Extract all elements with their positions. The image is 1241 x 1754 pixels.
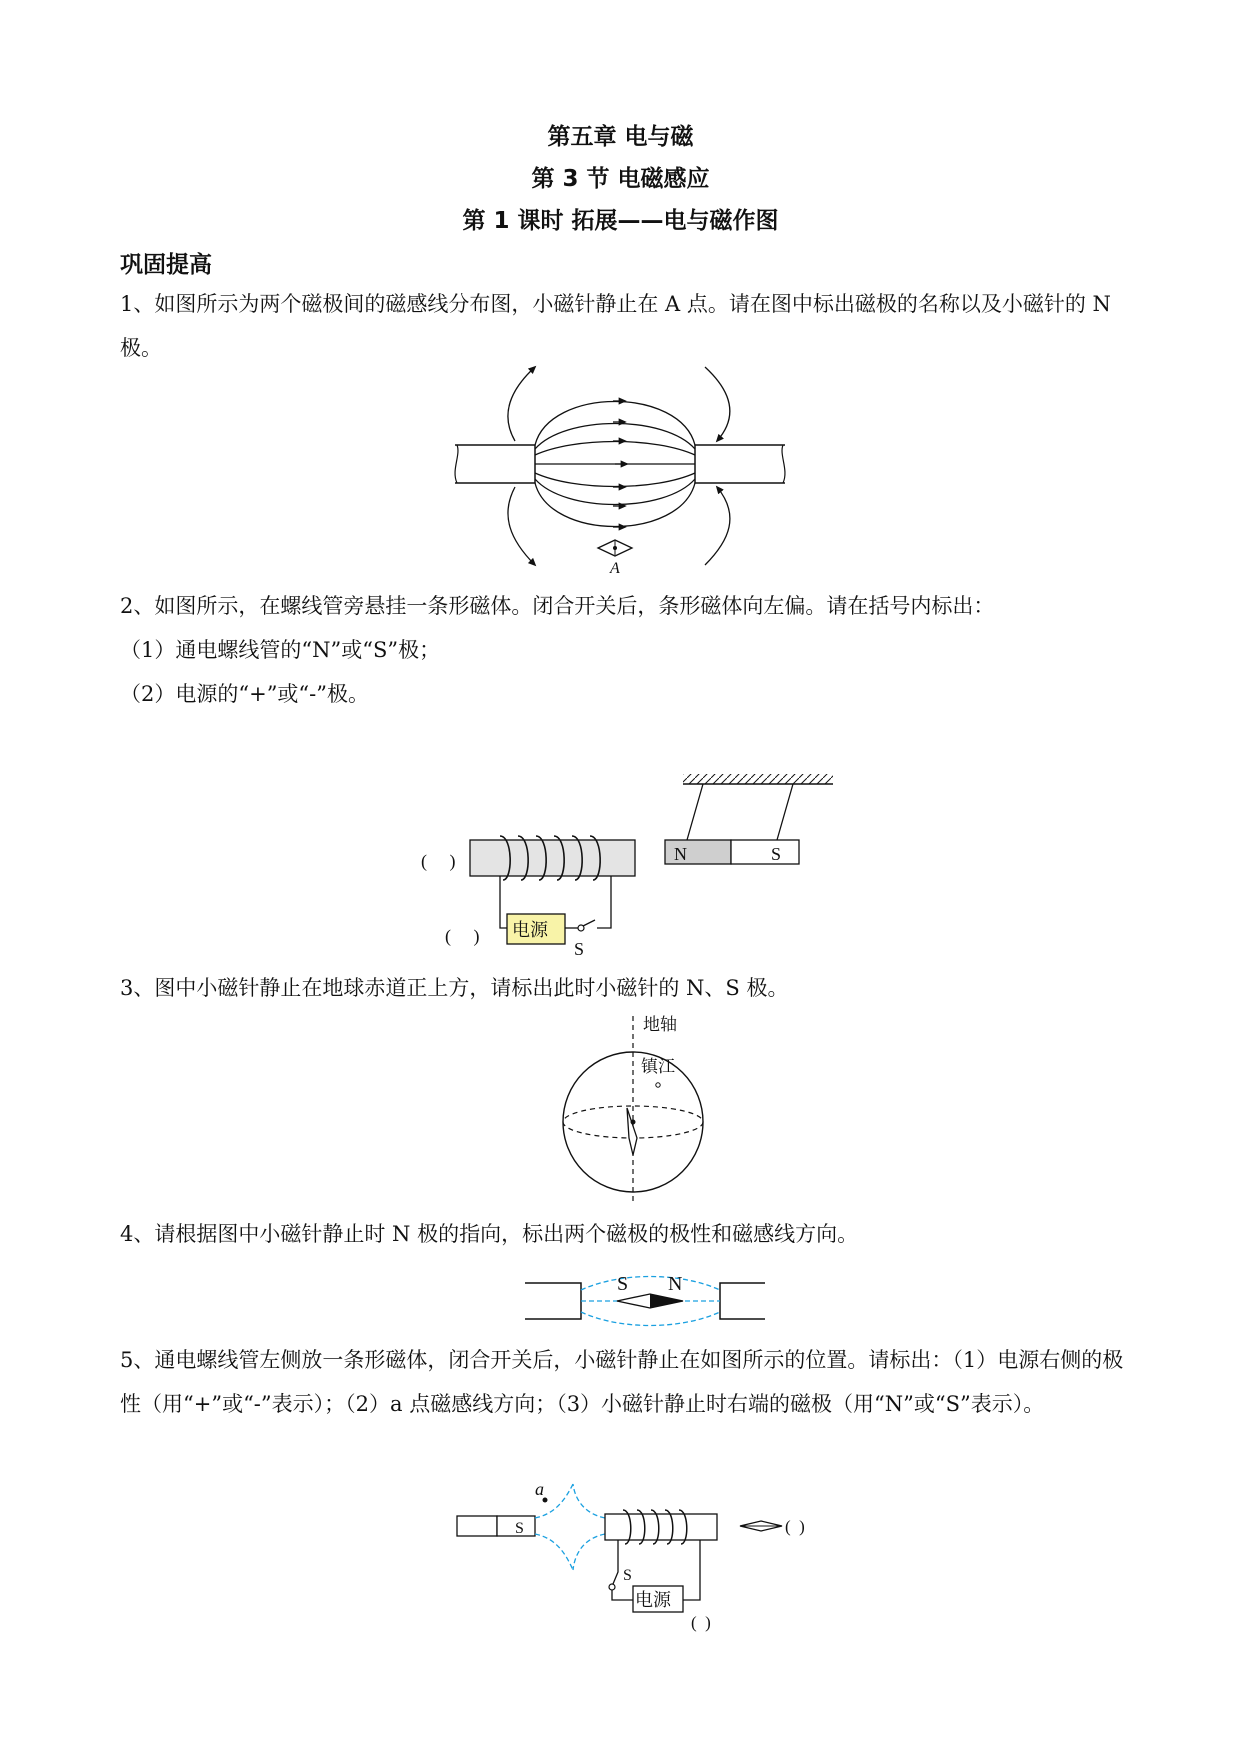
figure-2-solenoid: [415, 770, 835, 960]
needle-n-label: N: [668, 1273, 683, 1295]
question-2: [120, 584, 1130, 716]
needle-s-label: S: [617, 1273, 629, 1295]
question-1-text: 1、如图所示为两个磁极间的磁感线分布图，小磁针静止在 A 点。请在图中标出磁极的名称以及小磁针的 N 极。: [120, 292, 1111, 360]
figure-4-poles: [525, 1268, 765, 1330]
point-a-label: a: [535, 1479, 544, 1499]
magnet-n-label: N: [674, 844, 687, 864]
city-label: 镇江: [641, 1057, 675, 1076]
bar-magnet-s-label: S: [515, 1520, 524, 1537]
blank-source-pole: ( ): [445, 926, 480, 946]
question-5-text: 5、通电螺线管左侧放一条形磁体，闭合开关后，小磁针静止在如图所示的位置。请标出：（1）电源右侧的极性（用“+”或“-”表示）；（2）a 点磁感线方向；（3）小磁针静止时右端的磁极（用“N”或“S”表示）。: [120, 1348, 1124, 1416]
question-2-sub-2: （2）电源的“+”或“-”极。: [120, 682, 369, 706]
switch-s-label: S: [623, 1567, 632, 1584]
figure-3-earth: [555, 1010, 745, 1205]
figure-5-solenoid: [455, 1480, 845, 1630]
question-4: [120, 1212, 1130, 1256]
power-source-label-5: 电源: [635, 1590, 671, 1610]
question-3: [120, 966, 1130, 1010]
blank-solenoid-pole: ( ): [421, 851, 456, 871]
switch-label: S: [574, 939, 585, 959]
lesson-title: 第 1 课时 拓展——电与磁作图: [462, 208, 779, 234]
label-a-point: A: [610, 560, 620, 577]
blank-source-right: ( ): [691, 1613, 711, 1632]
question-2-text: 2、如图所示，在螺线管旁悬挂一条形磁体。闭合开关后，条形磁体向左偏。请在括号内标出：: [120, 594, 995, 618]
section-title: 巩固提高: [120, 252, 212, 278]
earth-axis-label: 地轴: [643, 1015, 677, 1034]
question-4-text: 4、请根据图中小磁针静止时 N 极的指向，标出两个磁极的极性和磁感线方向。: [120, 1222, 859, 1246]
power-source-label: 电源: [512, 920, 548, 940]
magnet-s-label: S: [771, 844, 782, 864]
blank-needle-pole: ( ): [785, 1517, 805, 1536]
question-1: [120, 282, 1130, 370]
figure-1-field-lines: [455, 375, 785, 575]
question-5: [120, 1338, 1130, 1426]
question-3-text: 3、图中小磁针静止在地球赤道正上方，请标出此时小磁针的 N、S 极。: [120, 976, 789, 1000]
question-2-sub-1: （1）通电螺线管的“N”或“S”极；: [120, 638, 441, 662]
section-heading: 第 3 节 电磁感应: [531, 166, 710, 192]
chapter-title: 第五章 电与磁: [547, 124, 694, 150]
